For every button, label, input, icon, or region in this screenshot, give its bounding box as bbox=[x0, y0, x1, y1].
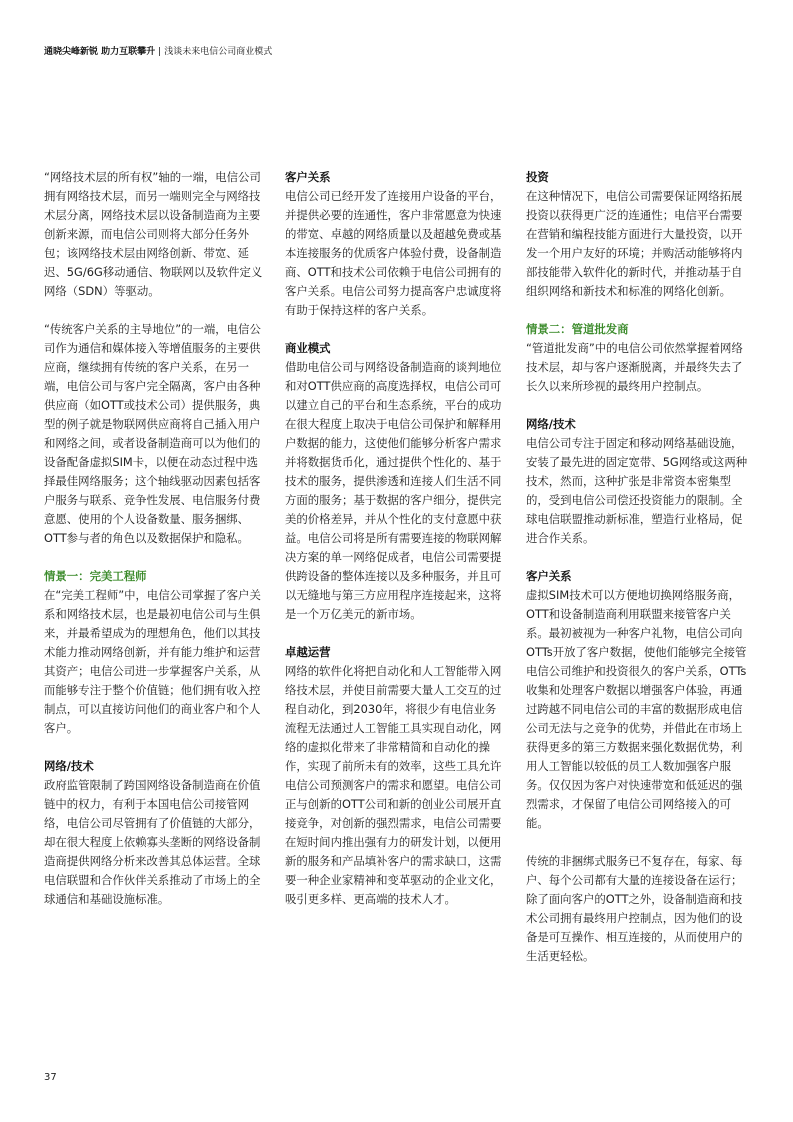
paragraph: 政府监管限制了跨国网络设备制造商在价值链中的权力，有利于本国电信公司接管网络，电信公司尽管拥有了价值链的大部分，却在很大程度上依赖寡头垄断的网络设备制造商提供网络分析来改善其总体运营。全球电信联盟和合作伙伴关系推动了市场上的全球通信和基础设施标准。 bbox=[44, 778, 261, 906]
paragraph: 电信公司已经开发了连接用户设备的平台，并提供必要的连通性，客户非常愿意为快速的带宽、卓越的网络质量以及超越免费或基本连接服务的优质客户体验付费，设备制造商、OTT和技术公司依赖于电信公司拥有的客户关系。电信公司努力提高客户忠诚度将有助于保持这样的客户关系。 bbox=[285, 189, 502, 317]
running-header bbox=[44, 44, 272, 57]
section-heading: 商业模式 bbox=[285, 341, 331, 355]
section-heading: 网络/技术 bbox=[526, 417, 576, 431]
text-column-2 bbox=[285, 168, 507, 928]
paragraph: 借助电信公司与网络设备制造商的谈判地位和对OTT供应商的高度选择权，电信公司可以建立自己的平台和生态系统，平台的成功在很大程度上取决于电信公司保护和解释用户数据的能力，这使他们能够分析客户需求并将数据货币化，通过提供个性化的、基于技术的服务，提供渗透和连接人们生活不同方面的服务；基于数据的客户细分，提供完美的价格差异，并从个性化的支付意愿中获益。电信公司将是所有需要连接的物联网解决方案的单一网络促成者，电信公司需要提供跨设备的整体连接以及多种服务，并且可以无缝地与第三方应用程序连接起来，这将是一个万亿美元的新市场。 bbox=[285, 360, 502, 621]
text-column-1 bbox=[44, 168, 266, 928]
page-number: 37 bbox=[44, 1072, 57, 1083]
header-separator: | bbox=[158, 47, 162, 57]
paragraph: “网络技术层的所有权”轴的一端，电信公司拥有网络技术层，而另一端则完全与网络技术层分离，网络技术层以设备制造商为主要创新来源，而电信公司则将大部分任务外包；该网络技术层由网络创新、带宽、延迟、5G/6G移动通信、物联网以及软件定义网络（SDN）等驱动。 bbox=[44, 170, 263, 298]
paragraph: 电信公司专注于固定和移动网络基础设施，安装了最先进的固定宽带、5G网络或这两种技术，然而，这种扩张是非常资本密集型的，受到电信公司偿还投资能力的限制。全球电信联盟推动新标准，塑造行业格局，促进合作关系。 bbox=[526, 436, 748, 545]
paragraph: 传统的非捆绑式服务已不复存在，每家、每户、每个公司都有大量的连接设备在运行；除了面向客户的OTT之外，设备制造商和技术公司拥有最终用户控制点，因为他们的设备是可互操作、相互连接的，从而使用户的生活更轻松。 bbox=[526, 854, 743, 963]
section-heading: 卓越运营 bbox=[285, 645, 331, 659]
paragraph: 在“完美工程师”中，电信公司掌握了客户关系和网络技术层，也是最初电信公司与生俱来，并最希望成为的理想角色，他们以其技术能力推动网络创新，并有能力维护和运营其资产；电信公司进一步掌握客户关系，从而能够专注于整个价值链；他们拥有收入控制点，可以直接访问他们的商业客户和个人客户。 bbox=[44, 588, 261, 735]
section-heading: 网络/技术 bbox=[44, 759, 94, 773]
section-heading: 客户关系 bbox=[526, 569, 572, 583]
header-title: 通晓尖峰新锐 助力互联攀升 bbox=[44, 47, 156, 57]
section-heading: 情景二：管道批发商 bbox=[526, 322, 629, 336]
paragraph: “传统客户关系的主导地位”的一端，电信公司作为通信和媒体接入等增值服务的主要供应商，继续拥有传统的客户关系，在另一端，电信公司与客户完全隔离，客户由各种供应商（如OTT或技术公司）提供服务，典型的例子就是物联网供应商将自己插入用户和网络之间，或者设备制造商可以为他们的设备配备虚拟SIM卡，以便在动态过程中选择最佳网络服务；这个轴线驱动因素包括客户服务与联系、竞争性发展、电信服务付费意愿、使用的个人设备数量、服务捆绑、OTT参与者的角色以及数据保护和隐私。 bbox=[44, 322, 261, 545]
paragraph: 网络的软件化将把自动化和人工智能带入网络技术层，并使目前需要大量人工交互的过程自动化，到2030年，将很少有电信业务流程无法通过人工智能工具实现自动化，网络的虚拟化带来了非常精简和自动化的操作，实现了前所未有的效率，这些工具允许电信公司预测客户的需求和愿望。电信公司正与创新的OTT公司和新的创业公司展开直接竞争，对创新的强烈需求，电信公司需要在短时间内推出强有力的研发计划，以便用新的服务和产品填补客户的需求缺口，这需要一种企业家精神和变革驱动的企业文化，吸引更多样、更高端的技术人才。 bbox=[285, 664, 502, 906]
section-heading: 客户关系 bbox=[285, 170, 331, 184]
section-heading: 情景一：完美工程师 bbox=[44, 569, 147, 583]
paragraph: 虚拟SIM技术可以方便地切换网络服务商，OTT和设备制造商利用联盟来接管客户关系。最初被视为一种客户礼物，电信公司向OTTs开放了客户数据，使他们能够完全接管电信公司维护和投资很久的客户关系，OTTs收集和处理客户数据以增强客户体验，再通过跨越不同电信公司的丰富的数据形成电信公司无法与之竞争的优势，并借此在市场上获得更多的第三方数据来强化数据优势，利用人工智能以较低的员工人数加强客户服务。仅仅因为客户对快速带宽和低延迟的强烈需求，才保留了电信公司网络接入的可能。 bbox=[526, 588, 747, 830]
header-subtitle: 浅谈未来电信公司商业模式 bbox=[164, 47, 273, 57]
section-heading: 投资 bbox=[526, 170, 549, 184]
paragraph: “管道批发商”中的电信公司依然掌握着网络技术层，却与客户逐渐脱离，并最终失去了长久以来所珍视的最终用户控制点。 bbox=[526, 341, 743, 393]
paragraph: 在这种情况下，电信公司需要保证网络拓展投资以获得更广泛的连通性；电信平台需要在营销和编程技能方面进行大量投资，以开发一个用户友好的环境；并购活动能够将内部技能带入软件化的新时代，并推动基于自组织网络和新技术和标准的网络化创新。 bbox=[526, 189, 743, 298]
text-column-3 bbox=[526, 168, 750, 985]
